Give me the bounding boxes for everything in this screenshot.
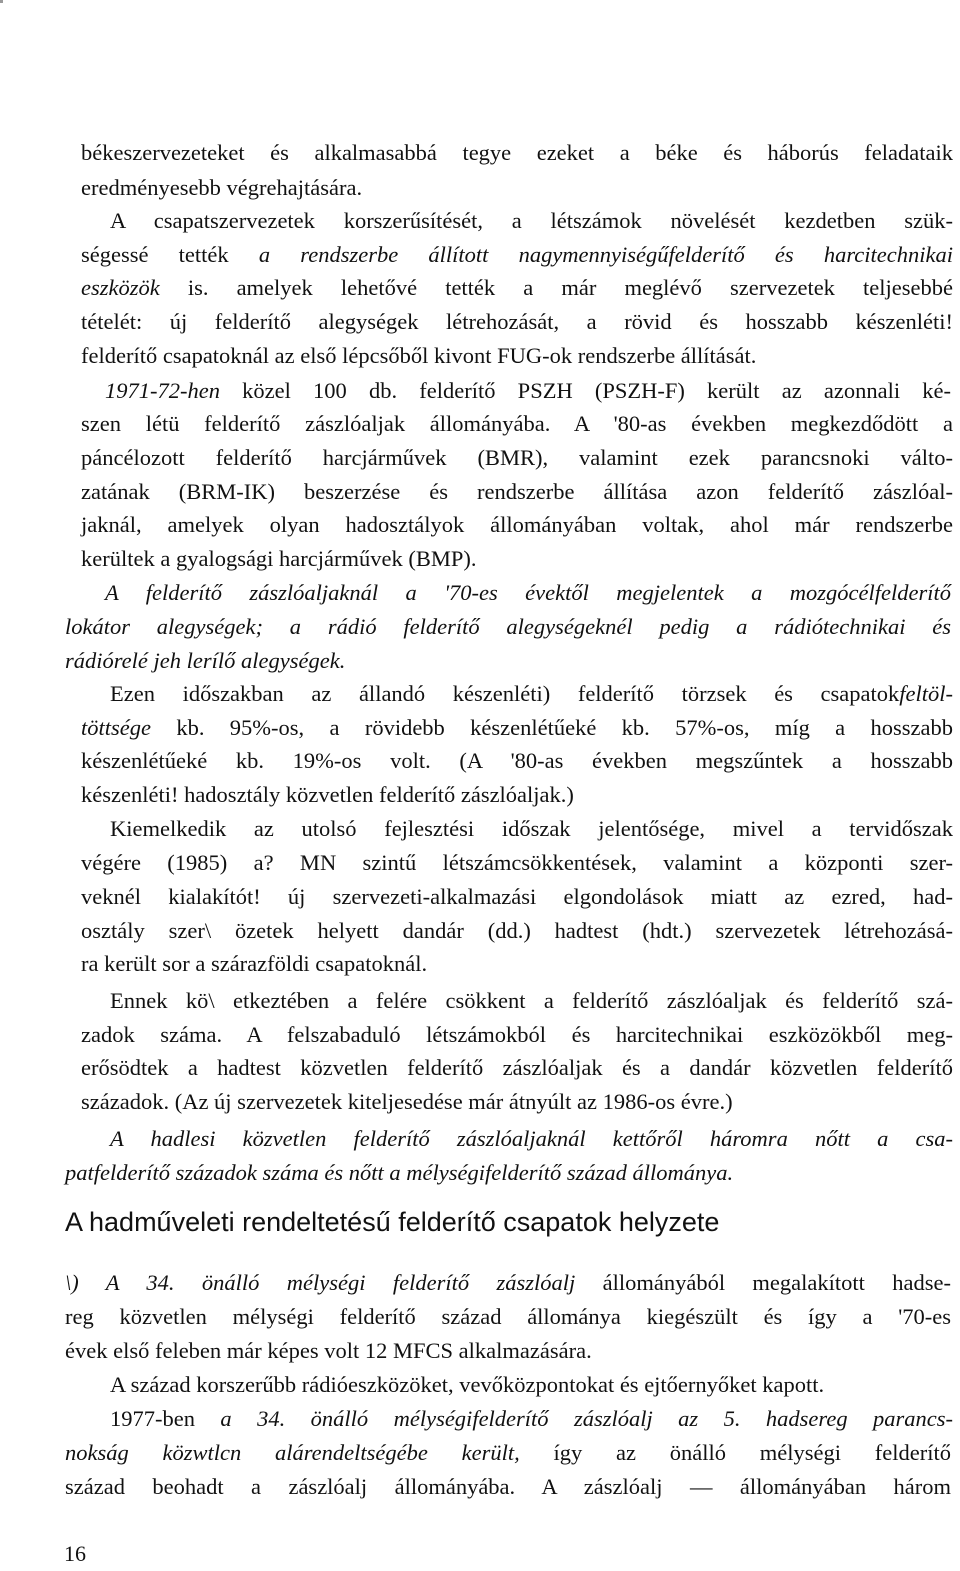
italic-run: nokság közwtlcn alárendeltségébe került, — [65, 1440, 520, 1465]
italic-run: A hadlesi közvetlen felderítő zászlóaljaknál kettőről háromra nőtt a csa- — [110, 1126, 953, 1151]
text-run: közel 100 db. felderítő PSZH (PSZH-F) került az azonnali ké- — [219, 378, 951, 403]
text-run: állományából megalakított hadse- — [575, 1270, 951, 1295]
text-run: békeszervezeteket és alkalmasabbá tegye ezeket a béke és háborús feladataik — [81, 140, 953, 165]
text-run: szen létü felderítő zászlóaljak állományába. A '80-as években megkezdődött a — [81, 411, 953, 436]
text-line — [65, 1470, 951, 1504]
italic-run: töttsége — [81, 715, 151, 740]
text-line — [81, 880, 953, 914]
text-run: tételét: új felderítő alegységek létrehozását, a rövid és hosszabb készenléti! — [81, 309, 953, 334]
text-line — [110, 984, 953, 1018]
text-line — [65, 644, 951, 678]
text-run: A század korszerűbb rádióeszközöket, vevőközpontokat és ejtőernyőket kapott. — [110, 1372, 825, 1397]
text-line — [105, 576, 951, 610]
text-run: ségessé tették — [81, 242, 259, 267]
text-line — [81, 171, 953, 205]
text-line — [81, 778, 953, 812]
italic-run: eszközök — [81, 275, 160, 300]
italic-run: A felderítő zászlóaljaknál a '70-es évektől megjelentek a mozgócélfelderítő — [105, 580, 951, 605]
text-run: osztály szer\ özetek helyett dandár (dd.) hadtest (hdt.) szervezetek létrehozásá- — [81, 918, 953, 943]
text-run: Ennek kö\ etkeztében a felére csökkent a felderítő zászlóaljak és felderítő szá- — [110, 988, 953, 1013]
text-run: készenlétűeké kb. 19%-os volt. (A '80-as években megszűntek a hosszabb — [81, 748, 953, 773]
italic-run: \) A 34. önálló mélységi felderítő zászlóalj — [65, 1270, 576, 1295]
text-line — [81, 711, 953, 745]
text-line — [81, 1085, 953, 1119]
text-line — [65, 1300, 951, 1334]
text-line — [81, 339, 953, 373]
italic-run: feltöl- — [899, 681, 953, 706]
text-run: század beohadt a zászlóalj állományába. A zászlóalj — állományában három — [65, 1474, 951, 1499]
text-run: kb. 95%-os, a rövidebb készenlétűeké kb. 57%-os, míg a hosszabb — [150, 715, 953, 740]
text-run: végére (1985) a? MN szintű létszámcsökkentések, valamint a központi szer- — [81, 850, 953, 875]
text-line — [81, 1051, 953, 1085]
section-heading: A hadműveleti rendeltetésű felderítő csapatok helyzete — [65, 1207, 720, 1237]
text-run: veknél kialakítót! új szervezeti-alkalmazási elgondolások miatt az ezred, had- — [81, 884, 953, 909]
text-line — [81, 305, 953, 339]
text-line — [65, 1156, 951, 1190]
text-line — [81, 238, 953, 272]
text-line — [81, 441, 953, 475]
text-run: erősödtek a hadtest közvetlen felderítő zászlóaljak és a dandár közvetlen felderítő — [81, 1055, 953, 1080]
text-line — [65, 1266, 951, 1300]
italic-run: 1971-72-hen — [105, 378, 220, 403]
page-number: 16 — [64, 1541, 86, 1566]
text-run: A csapatszervezetek korszerűsítését, a létszámok növelését kezdetben szük- — [110, 208, 953, 233]
text-line — [81, 271, 953, 305]
text-run: reg közvetlen mélységi felderítő század állománya kiegészült és így a '70-es — [65, 1304, 951, 1329]
text-run: kerültek a gyalogsági harcjárművek (BMP). — [81, 546, 477, 571]
italic-run: rádiórelé jeh lerílő alegységek. — [65, 648, 346, 673]
text-run: jaknál, amelyek olyan hadosztályok állományában voltak, ahol már rendszerbe — [81, 512, 953, 537]
text-line — [65, 1334, 951, 1368]
text-line — [81, 947, 953, 981]
text-line — [110, 677, 953, 711]
text-line — [65, 610, 951, 644]
text-line — [110, 1402, 953, 1436]
italic-run: a rendszerbe állított nagymennyiségűfelderítő és harcitechnikai — [258, 242, 953, 267]
text-run: felderítő csapatoknál az első lépcsőből kivont FUG-ok rendszerbe állítását. — [81, 343, 757, 368]
text-line — [110, 204, 953, 238]
text-run: is. amelyek lehetővé tették a már meglévő szervezetek teljesebbé — [159, 275, 953, 300]
italic-run: patfelderítő századok száma és nőtt a mélységifelderítő század állománya. — [65, 1160, 734, 1185]
text-line — [81, 542, 953, 576]
text-line — [81, 744, 953, 778]
text-run: készenléti! hadosztály közvetlen felderítő zászlóaljak.) — [81, 782, 574, 807]
text-run: Ezen időszakban az állandó készenléti) felderítő törzsek és csapatok — [110, 681, 900, 706]
text-run: zatának (BRM-IK) beszerzése és rendszerbe állítása azon felderítő zászlóal- — [81, 479, 953, 504]
text-line — [81, 914, 953, 948]
text-run: így az önálló mélységi felderítő — [519, 1440, 951, 1465]
text-line — [81, 136, 953, 170]
text-line — [81, 508, 953, 542]
text-run: Kiemelkedik az utolsó fejlesztési időszak jelentősége, mivel a tervidőszak — [110, 816, 953, 841]
text-line — [81, 475, 953, 509]
text-run: eredményesebb végrehajtására. — [81, 175, 363, 200]
text-run: századok. (Az új szervezetek kiteljesedése már átnyúlt az 1986-os évre.) — [81, 1089, 733, 1114]
text-line — [81, 1018, 953, 1052]
italic-run: a 34. önálló mélységifelderítő zászlóalj az 5. hadsereg parancs- — [220, 1406, 954, 1431]
text-line — [110, 1122, 953, 1156]
text-run: zadok száma. A felszabaduló létszámokból és harcitechnikai eszközökből meg- — [81, 1022, 953, 1047]
text-run: 1977-ben — [110, 1406, 221, 1431]
italic-run: lokátor alegységek; a rádió felderítő alegységeknél pedig a rádiótechnikai és — [65, 614, 951, 639]
text-line — [65, 1436, 951, 1470]
scan-speck — [0, 0, 3, 3]
text-run: ra került sor a szárazföldi csapatoknál. — [81, 951, 428, 976]
text-line — [110, 812, 953, 846]
text-run: évek első feleben már képes volt 12 MFCS alkalmazására. — [65, 1338, 592, 1363]
text-line — [81, 846, 953, 880]
text-line — [105, 374, 951, 408]
text-line — [81, 407, 953, 441]
text-line — [110, 1368, 953, 1402]
text-run: páncélozott felderítő harcjárművek (BMR), valamint ezek parancsnoki válto- — [81, 445, 953, 470]
